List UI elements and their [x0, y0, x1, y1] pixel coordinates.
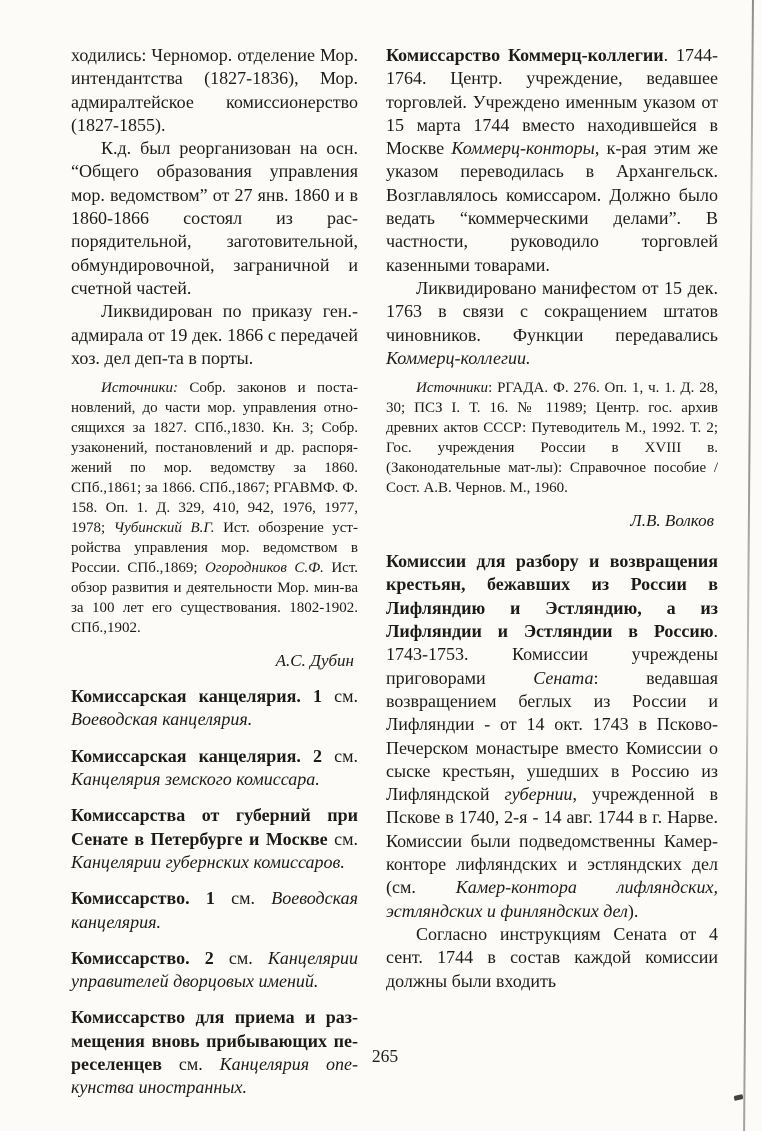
text-run: см. — [161, 1054, 220, 1075]
text-run: Ликвидировано манифестом от 15 дек. 1763 в связи с сокращением штатов чиновников. Функции передавались — [386, 277, 718, 345]
text-run: Источники: — [101, 380, 190, 397]
text-run: ). — [627, 900, 639, 921]
scan-artifact-speck — [734, 1094, 744, 1101]
entry-paragraph — [386, 550, 718, 923]
text-run: А.С. Дубин — [275, 651, 354, 671]
text-run: Канцелярии управителей дворцовых имений. — [71, 947, 358, 992]
text-run: Воеводская канцелярия. — [71, 888, 358, 932]
entry-paragraph — [71, 947, 358, 994]
body-paragraph — [71, 300, 358, 370]
text-run: Согласно инструкциям Сената от 4 сент. 1744 в состав каждой комиссии должны были входить — [386, 923, 718, 991]
text-run: Коммерц-конторы — [451, 138, 595, 159]
text-run: Камер-контора лифляндских, эстляндских и финляндских дел — [386, 877, 719, 921]
text-run: Собр. законов и постановлений, до части мор. управления относящихся за 1827. СПб.,1830. Кн. 3; Собр. узаконений, постановлений и др. распоряжений по мор. ведомству за 1860. СПб.,1861; за 1866. СПб.,1867; РГАВМФ. Ф. 158. Оп. 1. Д. 329, 410, 942, 1976, 1977, 1978; — [71, 380, 358, 537]
text-run: Ист. обозрение устройства управления мор. ведомством в России. СПб.,1869; — [71, 520, 358, 577]
author-signature — [71, 650, 358, 672]
scan-page-edge-line — [743, 0, 754, 1131]
text-run: Канцелярии губернских комиссаров. — [71, 851, 345, 872]
author-signature — [386, 510, 718, 532]
body-paragraph — [71, 137, 358, 300]
text-run: Комиссарская канцелярия. 2 — [71, 745, 322, 766]
entry-paragraph — [71, 745, 358, 792]
text-run: Коммерц-коллегии. — [386, 347, 531, 368]
text-run: см. — [327, 828, 358, 849]
text-run: , к-рая этим же указом переводилась в Архангельск. Возглавлялось комиссаром. Должно было ведать “коммерческими делами”. В частности, руководило торговлей казенными товарами. — [386, 138, 719, 275]
text-run: Комиссарство для приема и размещения вновь прибывающих переселенцев — [71, 1007, 358, 1075]
right-column — [386, 44, 718, 993]
text-run: Ликвидирован по приказу ген.-адмирала от 19 дек. 1866 с передачей хоз. дел деп-та в порты. — [71, 301, 358, 368]
text-run: Л.В. Волков — [630, 511, 714, 531]
text-run: Канцелярия опекунства иностранных. — [71, 1054, 358, 1098]
text-run: Огородников С.Ф. — [204, 560, 324, 577]
entry-paragraph — [386, 44, 718, 277]
text-run: : ведавшая возвращением беглых из России и Лифляндии - от 14 окт. 1743 в Псково-Печерском монастыре вместо Комиссии о сыске крестьян, ушедших в Россию из Лифляндской — [386, 667, 719, 805]
text-run: : РГАДА. Ф. 276. Оп. 1, ч. 1. Д. 28, 30; ПСЗ I. Т. 16. № 11989; Центр. гос. архив древних актов СССР: Путеводитель М., 1992. Т. 2; Гос. учреждения России в XVIII в. (Законодательные мат-лы): Справочное пособие / Сост. А.В. Чернов. М., 1960. — [386, 380, 718, 497]
text-run: Воеводская канцелярия. — [71, 709, 253, 730]
text-run: Ист. обзор развития и деятельности Мор. мин-ва за 100 лет его существования. 1802-1902. СПб.,1902. — [71, 560, 358, 637]
body-paragraph — [386, 277, 718, 370]
text-run: Комиссии для разбору и возвращения крестьян, бежавших из России в Лифляндию и Эстляндию, а из Лифляндии и Эстляндии в Россию — [386, 551, 718, 642]
entry-paragraph — [71, 804, 358, 874]
text-run: см. — [322, 745, 358, 766]
text-run: Чубинский В.Г. — [113, 520, 215, 537]
sources-note — [71, 378, 358, 638]
sources-note — [386, 378, 718, 498]
text-run: см. — [214, 888, 272, 909]
text-run: см. — [322, 686, 358, 707]
text-run: Комиссарство. 2 — [71, 947, 214, 968]
text-run: Сената — [533, 667, 594, 688]
text-run: Комиссарства от губерний при Сенате в Петербурге и Москве — [71, 805, 358, 849]
body-paragraph — [386, 923, 718, 993]
text-run: Комиссарство Коммерц-коллегии — [386, 45, 664, 65]
entry-paragraph — [71, 685, 358, 732]
text-run: . 1743-1753. Комиссии учреждены приговорами — [386, 621, 718, 688]
text-run: , учрежденной в Пскове в 1740, 2-я - 14 авг. 1744 в г. Нарве. Комиссии были подведомственны Камер-конторе лифляндских и эстляндских дел (см. — [386, 784, 719, 898]
page-number: 265 — [371, 1046, 399, 1066]
text-run: К.д. был реорганизован на осн. “Общего образования управления мор. ведомством” от 27 янв. 1860 и в 1860-1866 состоял из распорядительной, заготовительной, обмундировочной, заграничной и счетной частей. — [71, 138, 358, 298]
text-run: Комиссарская канцелярия. 1 — [71, 686, 322, 707]
text-run: . 1744-1764. Центр. учреждение, ведавшее торговлей. Учреждено именным указом от 15 марта 1744 вместо находившейся в Москве — [386, 45, 718, 159]
text-run: Комиссарство. 1 — [71, 888, 215, 909]
body-paragraph — [71, 44, 358, 137]
left-column — [71, 44, 358, 1100]
entry-paragraph — [71, 887, 358, 934]
text-run: см. — [213, 947, 268, 968]
text-run: Канцелярия земского комиссара. — [71, 769, 320, 790]
text-run: губернии — [504, 784, 573, 805]
text-run: ходились: Черномор. отделение Мор. интендантства (1827-1836), Мор. адмиралтейское комиссионерство (1827-1855). — [71, 45, 358, 135]
text-run: Источники — [416, 380, 489, 397]
